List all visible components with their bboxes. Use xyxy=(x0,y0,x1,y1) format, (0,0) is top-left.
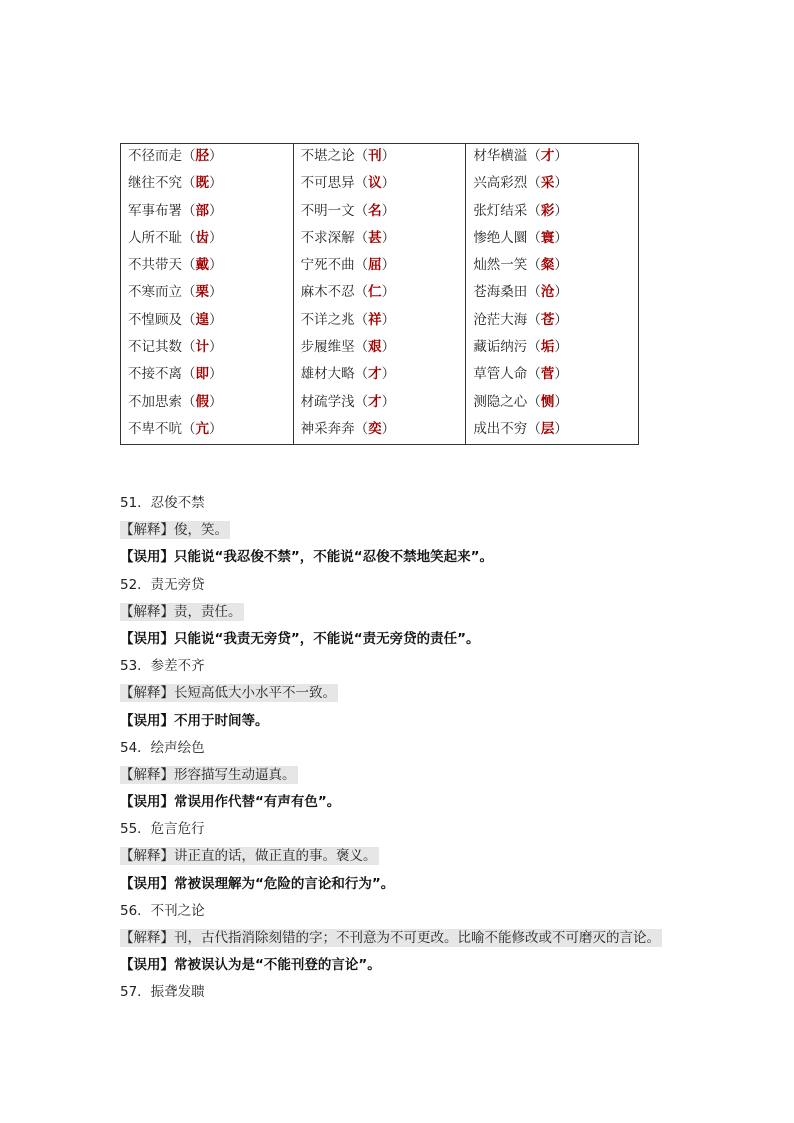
idiom-correction-table xyxy=(120,143,639,445)
entry-misuse: 【误用】常误用作代替“有声有色”。 xyxy=(120,794,341,811)
paren-close: ） xyxy=(209,202,223,219)
table-cell xyxy=(301,390,466,417)
entry-explanation-row xyxy=(120,599,720,626)
paren-open: （ xyxy=(182,229,196,246)
correct-character: 甚 xyxy=(368,229,382,246)
misspelled-idiom: 测隐之心 xyxy=(473,393,528,410)
correct-character: 计 xyxy=(195,339,209,356)
paren-open: （ xyxy=(354,311,369,328)
misspelled-idiom: 张灯结采 xyxy=(473,202,528,219)
paren-open: （ xyxy=(354,175,369,192)
correct-character: 栗 xyxy=(195,284,209,301)
paren-open: （ xyxy=(527,420,541,437)
table-cell xyxy=(128,335,293,362)
paren-open: （ xyxy=(527,366,541,383)
entry-title: 57．振聋发聩 xyxy=(120,984,205,1001)
paren-close: ） xyxy=(554,202,568,219)
paren-close: ） xyxy=(209,257,223,274)
table-cell xyxy=(128,417,293,444)
correct-character: 议 xyxy=(368,175,382,192)
paren-open: （ xyxy=(182,148,196,164)
table-cell xyxy=(473,308,638,335)
correct-character: 既 xyxy=(195,175,209,192)
correct-character: 名 xyxy=(368,202,382,219)
entry-title: 53．参差不齐 xyxy=(120,658,205,675)
entry-explanation: 【解释】长短高低大小水平不一致。 xyxy=(120,685,336,702)
paren-close: ） xyxy=(381,339,396,356)
correct-character: 才 xyxy=(368,366,382,383)
correct-character: 戴 xyxy=(195,257,209,274)
misspelled-idiom: 继往不究 xyxy=(128,175,182,192)
misspelled-idiom: 不径而走 xyxy=(128,148,182,164)
paren-close: ） xyxy=(554,420,568,437)
table-cell xyxy=(128,226,293,253)
table-cell xyxy=(128,253,293,280)
misspelled-idiom: 藏诟纳污 xyxy=(473,339,528,356)
misspelled-idiom: 不详之兆 xyxy=(300,311,355,328)
paren-open: （ xyxy=(527,339,541,356)
correct-character: 仁 xyxy=(368,284,382,301)
paren-close: ） xyxy=(209,393,223,410)
paren-close: ） xyxy=(381,311,396,328)
table-cell xyxy=(301,144,466,171)
paren-open: （ xyxy=(354,284,369,301)
table-cell xyxy=(301,362,466,389)
table-cell xyxy=(301,335,466,362)
table-cell xyxy=(473,171,638,198)
paren-open: （ xyxy=(527,284,541,301)
table-cell xyxy=(128,144,293,171)
paren-open: （ xyxy=(527,393,541,410)
paren-close: ） xyxy=(554,229,568,246)
table-cell xyxy=(301,308,466,335)
misspelled-idiom: 不堪之论 xyxy=(300,148,355,164)
paren-open: （ xyxy=(182,420,196,437)
paren-close: ） xyxy=(554,339,568,356)
paren-open: （ xyxy=(354,148,369,164)
entry-title: 54．绘声绘色 xyxy=(120,739,205,756)
table-cell xyxy=(473,280,638,307)
correct-character: 即 xyxy=(195,366,209,383)
misspelled-idiom: 军事布署 xyxy=(128,202,182,219)
entry-explanation-row xyxy=(120,843,720,870)
paren-close: ） xyxy=(381,366,396,383)
paren-open: （ xyxy=(182,257,196,274)
misspelled-idiom: 雄材大略 xyxy=(300,366,355,383)
paren-close: ） xyxy=(554,311,568,328)
table-cell xyxy=(301,171,466,198)
misspelled-idiom: 兴高彩烈 xyxy=(473,175,528,192)
correct-character: 奕 xyxy=(368,420,382,437)
paren-close: ） xyxy=(554,148,568,164)
misspelled-idiom: 不接不离 xyxy=(128,366,182,383)
idiom-entries xyxy=(120,490,720,1007)
misspelled-idiom: 苍海桑田 xyxy=(473,284,528,301)
paren-open: （ xyxy=(527,202,541,219)
paren-close: ） xyxy=(554,366,568,383)
table-cell xyxy=(473,253,638,280)
misspelled-idiom: 步履维坚 xyxy=(300,339,355,356)
paren-close: ） xyxy=(554,284,568,301)
entry-misuse: 【误用】常被误认为是“不能刊登的言论”。 xyxy=(120,957,381,974)
paren-open: （ xyxy=(182,366,196,383)
paren-open: （ xyxy=(182,339,196,356)
table-cell xyxy=(128,390,293,417)
paren-open: （ xyxy=(527,229,541,246)
paren-open: （ xyxy=(354,366,369,383)
paren-open: （ xyxy=(354,202,369,219)
entry-explanation-row xyxy=(120,517,720,544)
table-column-1 xyxy=(121,144,294,445)
misspelled-idiom: 惨绝人圜 xyxy=(473,229,528,246)
table-cell xyxy=(473,335,638,362)
entry-title: 55．危言危行 xyxy=(120,821,205,838)
correct-character: 才 xyxy=(540,148,555,164)
correct-character: 艰 xyxy=(368,339,382,356)
correct-character: 胫 xyxy=(195,148,209,164)
correct-character: 遑 xyxy=(195,311,209,328)
misspelled-idiom: 草管人命 xyxy=(473,366,528,383)
table-cell xyxy=(301,417,466,444)
table-cell xyxy=(128,171,293,198)
paren-close: ） xyxy=(209,175,223,192)
entry-title: 56．不刊之论 xyxy=(120,902,205,919)
paren-open: （ xyxy=(182,311,196,328)
misspelled-idiom: 不卑不吭 xyxy=(128,420,182,437)
misspelled-idiom: 神采奔奔 xyxy=(300,420,355,437)
correct-character: 垢 xyxy=(540,339,555,356)
paren-close: ） xyxy=(381,257,396,274)
table-column-3 xyxy=(466,144,639,445)
entry-explanation-row xyxy=(120,762,720,789)
correct-character: 假 xyxy=(195,393,209,410)
correct-character: 刊 xyxy=(368,148,382,164)
paren-open: （ xyxy=(354,339,369,356)
paren-open: （ xyxy=(527,257,541,274)
paren-open: （ xyxy=(182,393,196,410)
paren-open: （ xyxy=(354,393,369,410)
entry-explanation: 【解释】讲正直的话，做正直的事。褒义。 xyxy=(120,848,377,865)
table-cell xyxy=(128,362,293,389)
entry-explanation: 【解释】形容描写生动逼真。 xyxy=(120,766,296,783)
paren-close: ） xyxy=(381,229,396,246)
paren-close: ） xyxy=(381,420,396,437)
correct-character: 部 xyxy=(195,202,209,219)
paren-close: ） xyxy=(381,148,396,164)
paren-open: （ xyxy=(527,175,541,192)
table-cell xyxy=(128,280,293,307)
paren-close: ） xyxy=(554,393,568,410)
correct-character: 粲 xyxy=(540,257,555,274)
table-cell xyxy=(473,417,638,444)
misspelled-idiom: 不共带天 xyxy=(128,257,182,274)
paren-close: ） xyxy=(209,284,223,301)
paren-close: ） xyxy=(554,175,568,192)
paren-open: （ xyxy=(527,311,541,328)
misspelled-idiom: 人所不耻 xyxy=(128,229,182,246)
correct-character: 采 xyxy=(540,175,555,192)
table-cell xyxy=(301,253,466,280)
paren-close: ） xyxy=(381,202,396,219)
correct-character: 亢 xyxy=(195,420,209,437)
table-cell xyxy=(473,226,638,253)
misspelled-idiom: 不记其数 xyxy=(128,339,182,356)
paren-open: （ xyxy=(182,284,196,301)
paren-close: ） xyxy=(209,229,223,246)
entry-explanation: 【解释】俊，笑。 xyxy=(120,522,228,539)
entry-misuse: 【误用】不用于时间等。 xyxy=(120,712,269,729)
paren-close: ） xyxy=(209,148,223,164)
table-cell xyxy=(301,280,466,307)
table-column-2 xyxy=(293,144,466,445)
correct-character: 菅 xyxy=(540,366,555,383)
paren-close: ） xyxy=(209,311,223,328)
correct-character: 才 xyxy=(368,393,382,410)
paren-open: （ xyxy=(354,229,369,246)
entry-title: 51．忍俊不禁 xyxy=(120,495,205,511)
misspelled-idiom: 麻木不忍 xyxy=(300,284,355,301)
misspelled-idiom: 不求深解 xyxy=(300,229,355,246)
misspelled-idiom: 不加思索 xyxy=(128,393,182,410)
misspelled-idiom: 不寒而立 xyxy=(128,284,182,301)
table-cell xyxy=(301,199,466,226)
misspelled-idiom: 材华横溢 xyxy=(473,148,528,164)
entry-misuse: 【误用】只能说“我责无旁贷”，不能说“责无旁贷的责任”。 xyxy=(120,630,480,647)
misspelled-idiom: 灿然一笑 xyxy=(473,257,528,274)
entry-explanation-row xyxy=(120,925,720,952)
paren-close: ） xyxy=(209,339,223,356)
table-cell xyxy=(473,199,638,226)
misspelled-idiom: 成出不穷 xyxy=(473,420,528,437)
entry-misuse: 【误用】只能说“我忍俊不禁”，不能说“忍俊不禁地笑起来”。 xyxy=(120,549,493,566)
table-cell xyxy=(473,390,638,417)
paren-close: ） xyxy=(554,257,568,274)
table-cell xyxy=(301,226,466,253)
paren-close: ） xyxy=(209,366,223,383)
paren-open: （ xyxy=(182,175,196,192)
correct-character: 屈 xyxy=(368,257,382,274)
entry-explanation-row xyxy=(120,680,720,707)
paren-open: （ xyxy=(354,420,369,437)
entry-explanation: 【解释】责，责任。 xyxy=(120,603,242,620)
table-cell xyxy=(473,144,638,171)
misspelled-idiom: 宁死不曲 xyxy=(300,257,355,274)
paren-open: （ xyxy=(182,202,196,219)
correct-character: 彩 xyxy=(540,202,555,219)
table-cell xyxy=(128,308,293,335)
correct-character: 祥 xyxy=(368,311,382,328)
correct-character: 寰 xyxy=(540,229,555,246)
entry-misuse: 【误用】常被误理解为“危险的言论和行为”。 xyxy=(120,875,395,892)
correct-character: 齿 xyxy=(195,229,209,246)
correct-character: 恻 xyxy=(540,393,555,410)
misspelled-idiom: 材疏学浅 xyxy=(300,393,355,410)
paren-close: ） xyxy=(381,284,396,301)
misspelled-idiom: 不惶顾及 xyxy=(128,311,182,328)
correct-character: 苍 xyxy=(540,311,555,328)
paren-close: ） xyxy=(381,393,396,410)
paren-open: （ xyxy=(527,148,541,164)
table-cell xyxy=(128,199,293,226)
entry-explanation: 【解释】刊，古代指消除刻错的字；不刊意为不可更改。比喻不能修改或不可磨灭的言论。 xyxy=(120,930,660,946)
paren-close: ） xyxy=(209,420,223,437)
misspelled-idiom: 不可思异 xyxy=(300,175,355,192)
misspelled-idiom: 不明一文 xyxy=(300,202,355,219)
paren-close: ） xyxy=(381,175,396,192)
misspelled-idiom: 沧茫大海 xyxy=(473,311,528,328)
entry-title: 52．责无旁贷 xyxy=(120,576,205,593)
paren-open: （ xyxy=(354,257,369,274)
table-cell xyxy=(473,362,638,389)
correct-character: 沧 xyxy=(540,284,555,301)
correct-character: 层 xyxy=(540,420,555,437)
